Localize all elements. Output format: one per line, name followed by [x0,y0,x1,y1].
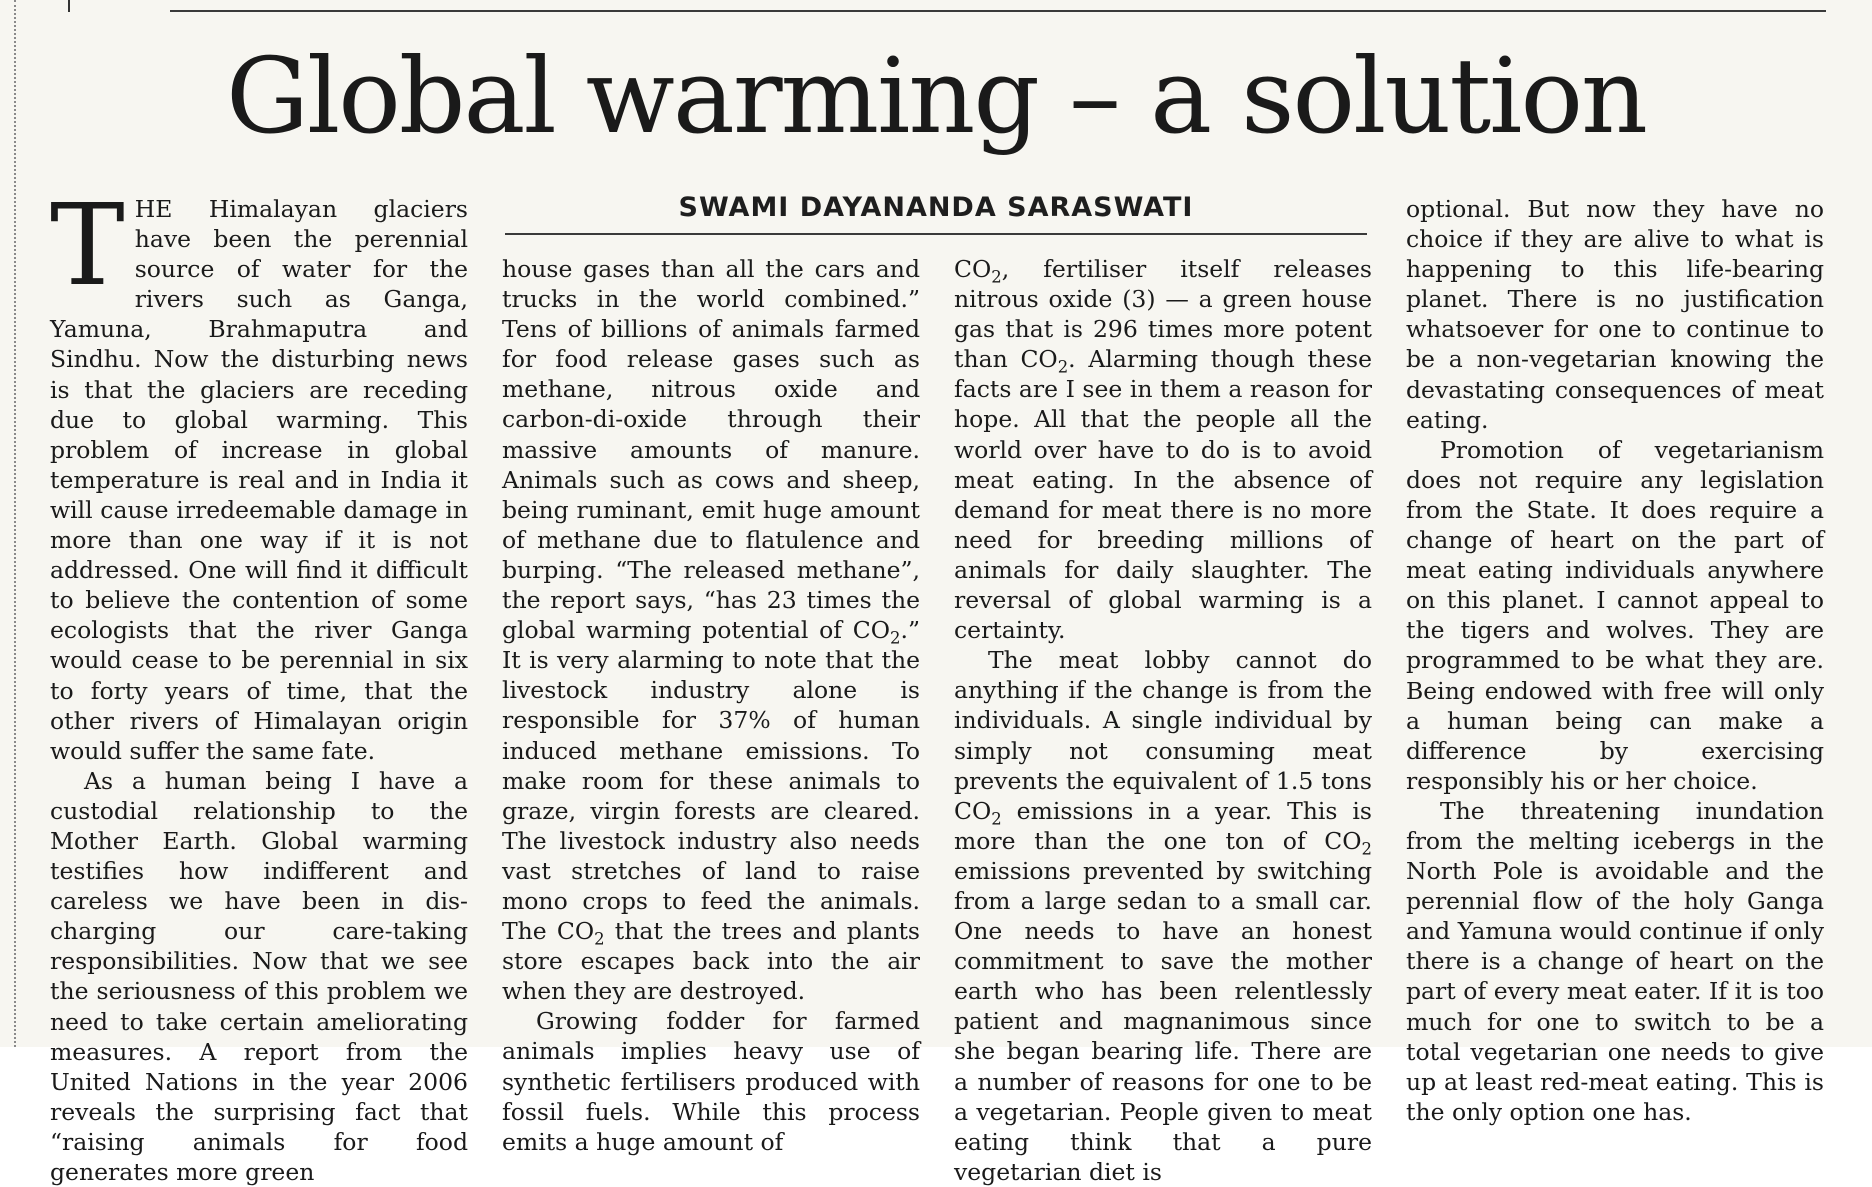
byline: SWAMI DAYANANDA SARASWATI [678,192,1194,223]
drop-cap: T [50,181,125,311]
paragraph: The threatening inundation from the melting icebergs in the North Pole is avoidable and the perennial flow of the holy Ganga and Yamuna would continue if only there is a change of heart on the part of every meat eater. If it is too much for one to switch to be a total vegetarian one needs to give up at least red-meat eating. This is the only option one has. [1406,796,1824,1126]
paragraph [954,645,1372,1187]
paragraph-text: house gases than all the cars and trucks in the world combined.” Tens of billions of animals farmed for food release gases such as methane, nitrous oxide and carbon-di-oxide through their massive amounts of manure. Animals such as cows and sheep, being ruminant, emit huge amount of methane due to flatulence and burping. “The released methane”, the report says, “has 23 times the global warming potential of CO [502,255,920,645]
paragraph: Growing fodder for farmed animals implies heavy use of synthetic fertilisers produced with fossil fuels. While this process emits a huge amount of [502,1007,920,1156]
byline-rule [505,233,1367,235]
paragraph-text: that the trees and plants store escapes back into the air when they are destroyed. [502,917,920,1006]
paragraph: Promotion of vegetarianism does not require any legislation from the State. It does require a change of heart on the part of meat eating individuals anywhere on this planet. I cannot appeal to the tigers and wolves. They are programmed to be what they are. Being endowed with free will only a human being can make a difference by exercising responsibly his or her choice. [1406,435,1824,795]
article-column-4 [1406,194,1824,1127]
paragraph-text: , fertiliser itself releases nitrous oxide (3) — a green house gas that is 296 times more potent than CO [954,255,1372,374]
paragraph-text: The meat lobby cannot do anything if the change is from the individuals. A single individual by simply not consuming meat prevents the equivalent of 1.5 tons CO [954,646,1372,825]
subscript: 2 [991,809,1002,829]
paragraph-text: .” It is very alarming to note that the livestock industry alone is responsible for 37% of human induced methane emissions. To make room for these animals to graze, virgin forests are cleared. The livestock industry also needs vast stretches of land to raise mono crops to feed the animals. The CO [502,616,920,946]
paragraph [50,181,468,766]
subscript: 2 [1057,357,1069,377]
paragraph [954,254,1372,645]
paragraph: optional. But now they have no choice if they are alive to what is happening to this life-bearing planet. There is no justification whatsoever for one to continue to be a non-vegetarian knowing the devastating consequences of meat eating. [1406,195,1824,434]
paragraph-text: . Alarming though these facts are I see in them a reason for hope. All that the people all the world over have to do is to avoid meat eating. In the absence of demand for meat there is no more need for breeding millions of animals for daily slaughter. The reversal of global warming is a certainty. [954,345,1372,645]
paragraph-text: emissions in a year. This is more than the one ton of CO [954,796,1372,855]
paragraph-text: HE Himalayan glaciers have been the perennial source of water for the rivers such as Ganga, Yamuna, Brahmaputra and Sindhu. Now the disturbing news is that the glaciers are receding due to global warming. This problem of increase in global temperature is real and in India it will cause irredeemable damage in more than one way if it is not addressed. One will find it difficult to believe the contention of some ecologists that the river Ganga would cease to be perennial in six to forty years of time, that the other rivers of Himalayan origin would suffer the same fate. [50,195,468,765]
paragraph-text: CO [954,255,992,283]
paragraph [502,254,920,1006]
article-column-2 [502,254,920,1157]
subscript: 2 [991,267,1002,287]
subscript: 2 [890,628,901,648]
paragraph: As a human being I have a custodial relationship to the Mother Earth. Global warming testifies how indifferent and careless we have been in discharging our care-taking responsibilities. Now that we see the seriousness of this problem we need to take certain ameliorating measures. A report from the United Nations in the year 2006 reveals the surprising fact that “raising animals for food generates more green [50,766,468,1186]
paragraph-text: emissions prevented by switching from a large sedan to a small car. One needs to have an honest commitment to save the mother earth who has been relentlessly patient and magnanimous since she began bearing life. There are a number of reasons for one to be a vegetarian. People given to meat eating think that a pure vegetarian diet is [954,856,1372,1186]
headline: Global warming – a solution [225,35,1647,157]
top-rule [170,10,1826,12]
subscript: 2 [594,929,605,949]
article-column-1 [50,181,468,1187]
column-tick-mark [68,0,70,12]
subscript: 2 [1361,839,1372,859]
